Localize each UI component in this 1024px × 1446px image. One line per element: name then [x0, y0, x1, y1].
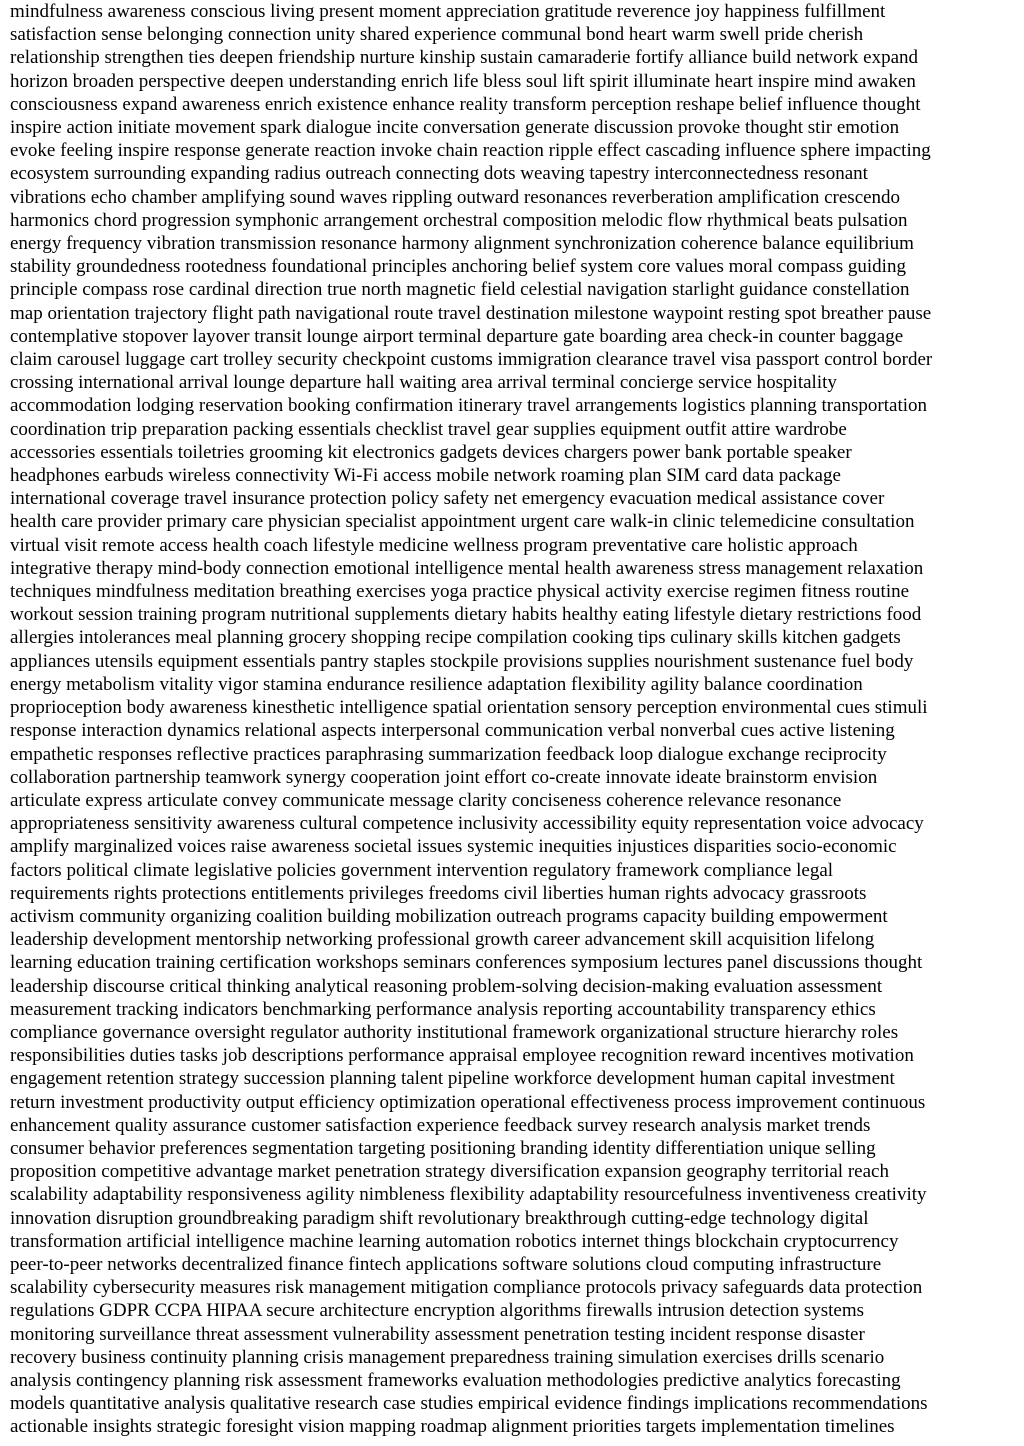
text-line: actionable insights strategic foresight vision mapping roadmap alignment priorities targets implementation timelines	[10, 1416, 895, 1438]
text-line: relationship strengthen ties deepen friendship nurture kinship sustain camaraderie fortify alliance build network expand	[10, 47, 919, 69]
text-line: responsibilities duties tasks job descriptions performance appraisal employee recognition reward incentives motivation	[10, 1045, 914, 1067]
text-line: articulate express articulate convey communicate message clarity conciseness coherence relevance resonance	[10, 789, 842, 811]
text-line: leadership development mentorship networking professional growth career advancement skill acquisition lifelong	[10, 929, 875, 951]
text-line: map orientation trajectory flight path navigational route travel destination milestone waypoint resting spot breather pause	[10, 302, 932, 324]
text-line: workout session training program nutritional supplements dietary habits healthy eating lifestyle dietary restrictions food	[10, 604, 922, 626]
text-line: accessories essentials toiletries grooming kit electronics gadgets devices chargers power bank portable speaker	[10, 441, 852, 463]
text-line: virtual visit remote access health coach lifestyle medicine wellness program preventative care holistic approach	[10, 534, 858, 556]
text-line: response interaction dynamics relational aspects interpersonal communication verbal nonverbal cues active listening	[10, 720, 895, 742]
text-line: measurement tracking indicators benchmarking performance analysis reporting accountability transparency ethics	[10, 998, 876, 1020]
text-line: regulations GDPR CCPA HIPAA secure architecture encryption algorithms firewalls intrusion detection systems	[10, 1300, 864, 1322]
text-line: claim carousel luggage cart trolley security checkpoint customs immigration clearance travel visa passport control border	[10, 349, 933, 371]
text-line: engagement retention strategy succession planning talent pipeline workforce development human capital investment	[10, 1068, 895, 1090]
text-line: horizon broaden perspective deepen understanding enrich life bless soul lift spirit illuminate heart inspire mind awaken	[10, 70, 916, 92]
text-line: transformation artificial intelligence machine learning automation robotics internet things blockchain cryptocurrency	[10, 1230, 899, 1252]
text-line: coordination trip preparation packing essentials checklist travel gear supplies equipment outfit attire wardrobe	[10, 418, 847, 440]
text-line: headphones earbuds wireless connectivity Wi-Fi access mobile network roaming plan SIM card data package	[10, 465, 841, 487]
text-line: return investment productivity output efficiency optimization operational effectiveness process improvement continuous	[10, 1091, 926, 1113]
text-line: health care provider primary care physician specialist appointment urgent care walk-in clinic telemedicine consultation	[10, 511, 915, 533]
text-line: collaboration partnership teamwork synergy cooperation joint effort co-create innovate ideate brainstorm envision	[10, 766, 878, 788]
text-line: activism community organizing coalition building mobilization outreach programs capacity building empowerment	[10, 905, 888, 927]
text-line: consumer behavior preferences segmentation targeting positioning branding identity differentiation unique selling	[10, 1137, 876, 1159]
text-line: crossing international arrival lounge departure hall waiting area arrival terminal concierge service hospitality	[10, 372, 837, 394]
text-line: compliance governance oversight regulator authority institutional framework organizational structure hierarchy roles	[10, 1021, 899, 1043]
text-line: scalability cybersecurity measures risk management mitigation compliance protocols privacy safeguards data protection	[10, 1277, 923, 1299]
text-line: international coverage travel insurance protection policy safety net emergency evacuation medical assistance cover	[10, 488, 885, 510]
text-line: learning education training certification workshops seminars conferences symposium lectures panel discussions thought	[10, 952, 923, 974]
text-line: models quantitative analysis qualitative research case studies empirical evidence findings implications recommendations	[10, 1393, 928, 1415]
text-line: recovery business continuity planning crisis management preparedness training simulation exercises drills scenario	[10, 1346, 885, 1368]
text-line: principle compass rose cardinal direction true north magnetic field celestial navigation starlight guidance constellation	[10, 279, 910, 301]
text-line: integrative therapy mind-body connection emotional intelligence mental health awareness stress management relaxation	[10, 557, 924, 579]
text-line: scalability adaptability responsiveness agility nimbleness flexibility adaptability resourcefulness inventiveness creativity	[10, 1184, 927, 1206]
text-line: allergies intolerances meal planning grocery shopping recipe compilation cooking tips culinary skills kitchen gadgets	[10, 627, 901, 649]
text-line: leadership discourse critical thinking analytical reasoning problem-solving decision-making evaluation assessment	[10, 975, 883, 997]
text-line: evoke feeling inspire response generate reaction invoke chain reaction ripple effect cascading influence sphere impacting	[10, 140, 931, 162]
text-line: contemplative stopover layover transit lounge airport terminal departure gate boarding area check-in counter baggage	[10, 325, 904, 347]
text-line: stability groundedness rootedness foundational principles anchoring belief system core values moral compass guiding	[10, 256, 906, 278]
text-line: appliances utensils equipment essentials pantry staples stockpile provisions supplies nourishment sustenance fuel body	[10, 650, 914, 672]
text-line: innovation disruption groundbreaking paradigm shift revolutionary breakthrough cutting-edge technology digital	[10, 1207, 869, 1229]
text-line: requirements rights protections entitlements privileges freedoms civil liberties human rights advocacy grassroots	[10, 882, 867, 904]
text-line: accommodation lodging reservation booking confirmation itinerary travel arrangements logistics planning transportation	[10, 395, 928, 417]
text-line: satisfaction sense belonging connection unity shared experience communal bond heart warm swell pride cherish	[10, 24, 864, 46]
text-line: proprioception body awareness kinesthetic intelligence spatial orientation sensory perception environmental cues stimuli	[10, 697, 928, 719]
text-line: vibrations echo chamber amplifying sound waves rippling outward resonances reverberation amplification crescendo	[10, 186, 901, 208]
text-line: harmonics chord progression symphonic arrangement orchestral composition melodic flow rhythmical beats pulsation	[10, 209, 908, 231]
text-line: mindfulness awareness conscious living present moment appreciation gratitude reverence joy happiness fulfillment	[10, 1, 886, 22]
text-line: consciousness expand awareness enrich existence enhance reality transform perception reshape belief influence thought	[10, 93, 921, 115]
text-line: enhancement quality assurance customer satisfaction experience feedback survey research analysis market trends	[10, 1114, 871, 1136]
text-line: energy metabolism vitality vigor stamina endurance resilience adaptation flexibility agility balance coordination	[10, 673, 863, 695]
text-line: peer-to-peer networks decentralized finance fintech applications software solutions cloud computing infrastructure	[10, 1253, 882, 1275]
text-line: amplify marginalized voices raise awareness societal issues systemic inequities injustices disparities socio-economic	[10, 836, 897, 858]
text-line: empathetic responses reflective practices paraphrasing summarization feedback loop dialogue exchange reciprocity	[10, 743, 887, 765]
body-text	[10, 0, 1014, 1439]
text-line: techniques mindfulness meditation breathing exercises yoga practice physical activity exercise regimen fitness routine	[10, 581, 910, 603]
text-line: factors political climate legislative policies government intervention regulatory framework compliance legal	[10, 859, 834, 881]
text-line: energy frequency vibration transmission resonance harmony alignment synchronization coherence balance equilibrium	[10, 233, 914, 255]
text-line: inspire action initiate movement spark dialogue incite conversation generate discussion provoke thought stir emotion	[10, 117, 900, 139]
text-line: monitoring surveillance threat assessment vulnerability assessment penetration testing incident response disaster	[10, 1323, 865, 1345]
text-line: analysis contingency planning risk assessment frameworks evaluation methodologies predictive analytics forecasting	[10, 1369, 901, 1391]
text-line: ecosystem surrounding expanding radius outreach connecting dots weaving tapestry interconnectedness resonant	[10, 163, 868, 185]
text-line: proposition competitive advantage market penetration strategy diversification expansion geography territorial reach	[10, 1161, 889, 1183]
text-line: appropriateness sensitivity awareness cultural competence inclusivity accessibility equity representation voice advocacy	[10, 813, 924, 835]
